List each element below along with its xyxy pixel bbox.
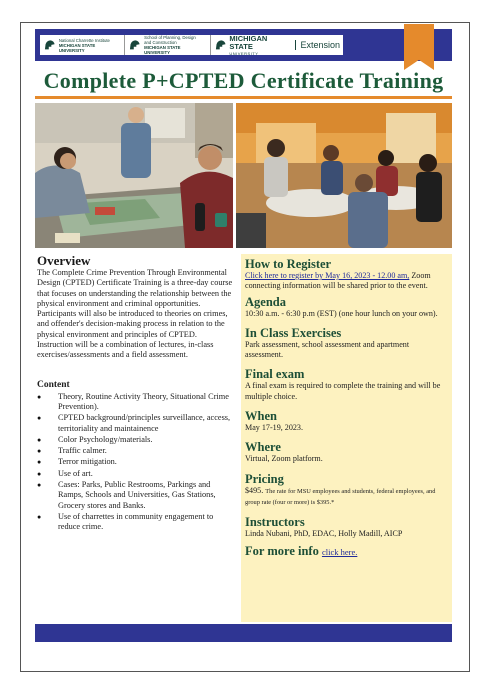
spdc-logo xyxy=(124,35,209,55)
overview-heading: Overview xyxy=(37,253,91,268)
nci-logo xyxy=(40,35,124,55)
right-column xyxy=(241,254,452,622)
extension-label: Extension xyxy=(295,40,340,50)
list-item: ● Use of art. xyxy=(37,469,235,479)
more-info-heading: For more info xyxy=(245,543,319,558)
logo-strip xyxy=(40,35,343,55)
spartan-helmet-icon xyxy=(43,39,56,52)
msu-extension-logo xyxy=(210,35,343,55)
msu-university: UNIVERSITY xyxy=(229,50,259,56)
when-text: May 17-19, 2023. xyxy=(245,423,303,433)
spdc-logo-line2: and Construction xyxy=(144,40,177,45)
page-title: Complete P+CPTED Certificate Training xyxy=(43,68,444,93)
list-item: ● Theory, Routine Activity Theory, Situational Crime Prevention). xyxy=(37,392,235,413)
exam-heading: Final exam xyxy=(245,367,305,382)
pricing-heading: Pricing xyxy=(245,471,284,486)
workshop-photo-left xyxy=(35,103,233,248)
where-heading: Where xyxy=(245,440,281,455)
left-column xyxy=(37,254,235,534)
spartan-helmet-icon xyxy=(128,39,141,52)
nci-logo-line2: MICHIGAN STATE UNIVERSITY xyxy=(58,42,96,53)
more-info-row xyxy=(245,544,448,559)
list-item: ● Color Psychology/materials. xyxy=(37,435,235,445)
register-link[interactable]: Click here to register by May 16, 2023 - 12.00 am, xyxy=(245,271,410,280)
content-heading: Content xyxy=(37,379,70,390)
spdc-logo-line3: MICHIGAN STATE UNIVERSITY xyxy=(144,45,181,55)
instructors-text: Linda Nubani, PhD, EDAC, Holly Madill, AICP xyxy=(245,529,403,539)
spdc-logo-line1: School of Planning, Design xyxy=(144,35,196,40)
nci-logo-line1: National Charrette Institute xyxy=(58,37,110,43)
title-divider xyxy=(35,96,452,99)
content-list xyxy=(37,392,235,533)
msu-name: MICHIGAN STATE xyxy=(229,33,268,51)
overview-text: The Complete Crime Prevention Through Environmental Design (CPTED) Certificate Training is a three-day course that focuses on understanding the relationship between the physical environment and criminal opportunities. Participants will also be introduced to theories on crimes, and offender's decision-making process in relation to the physical environment and principles of CPTED. xyxy=(37,268,233,339)
list-item: ● Traffic calmer. xyxy=(37,446,235,456)
exam-text: A final exam is required to complete the training and will be multiple choice. xyxy=(245,381,441,401)
list-item: ● Use of charrettes in community engagement to reduce crime. xyxy=(37,512,235,533)
register-text: Zoom connecting information will be shared prior to the event. xyxy=(245,271,431,291)
instructors-heading: Instructors xyxy=(245,515,305,530)
price-value: $495. xyxy=(245,485,264,495)
list-item: ● CPTED background/principles surveillance, access, territoriality and maintainence xyxy=(37,413,235,434)
agenda-text: 10:30 a.m. - 6:30 p.m (EST) (one hour lunch on your own). xyxy=(245,308,438,318)
list-item: ● Cases: Parks, Public Restrooms, Parkings and Ramps, Schools and Universities, Gas Stations, Grocery stores and Banks. xyxy=(37,480,235,511)
where-text: Virtual, Zoom platform. xyxy=(245,454,323,464)
price-note: The rate for MSU employees and students, federal employees, and group rate (four or more) is $395.* xyxy=(245,487,436,506)
exercises-text: Park assessment, school assessment and apartment assessment. xyxy=(245,339,410,360)
list-item: ● Terror mitigation. xyxy=(37,457,235,467)
overview-text-2: Instruction will be a combination of lectures, in-class exercises/assessments and a field assessment. xyxy=(37,340,214,360)
exercises-heading: In Class Exercises xyxy=(245,325,342,340)
when-heading: When xyxy=(245,409,277,424)
footer-bar xyxy=(35,624,452,642)
more-info-link[interactable]: click here. xyxy=(321,546,358,557)
agenda-heading: Agenda xyxy=(245,294,286,309)
workshop-photo-right xyxy=(236,103,452,248)
spartan-helmet-icon xyxy=(214,39,227,52)
register-heading: How to Register xyxy=(245,257,332,271)
